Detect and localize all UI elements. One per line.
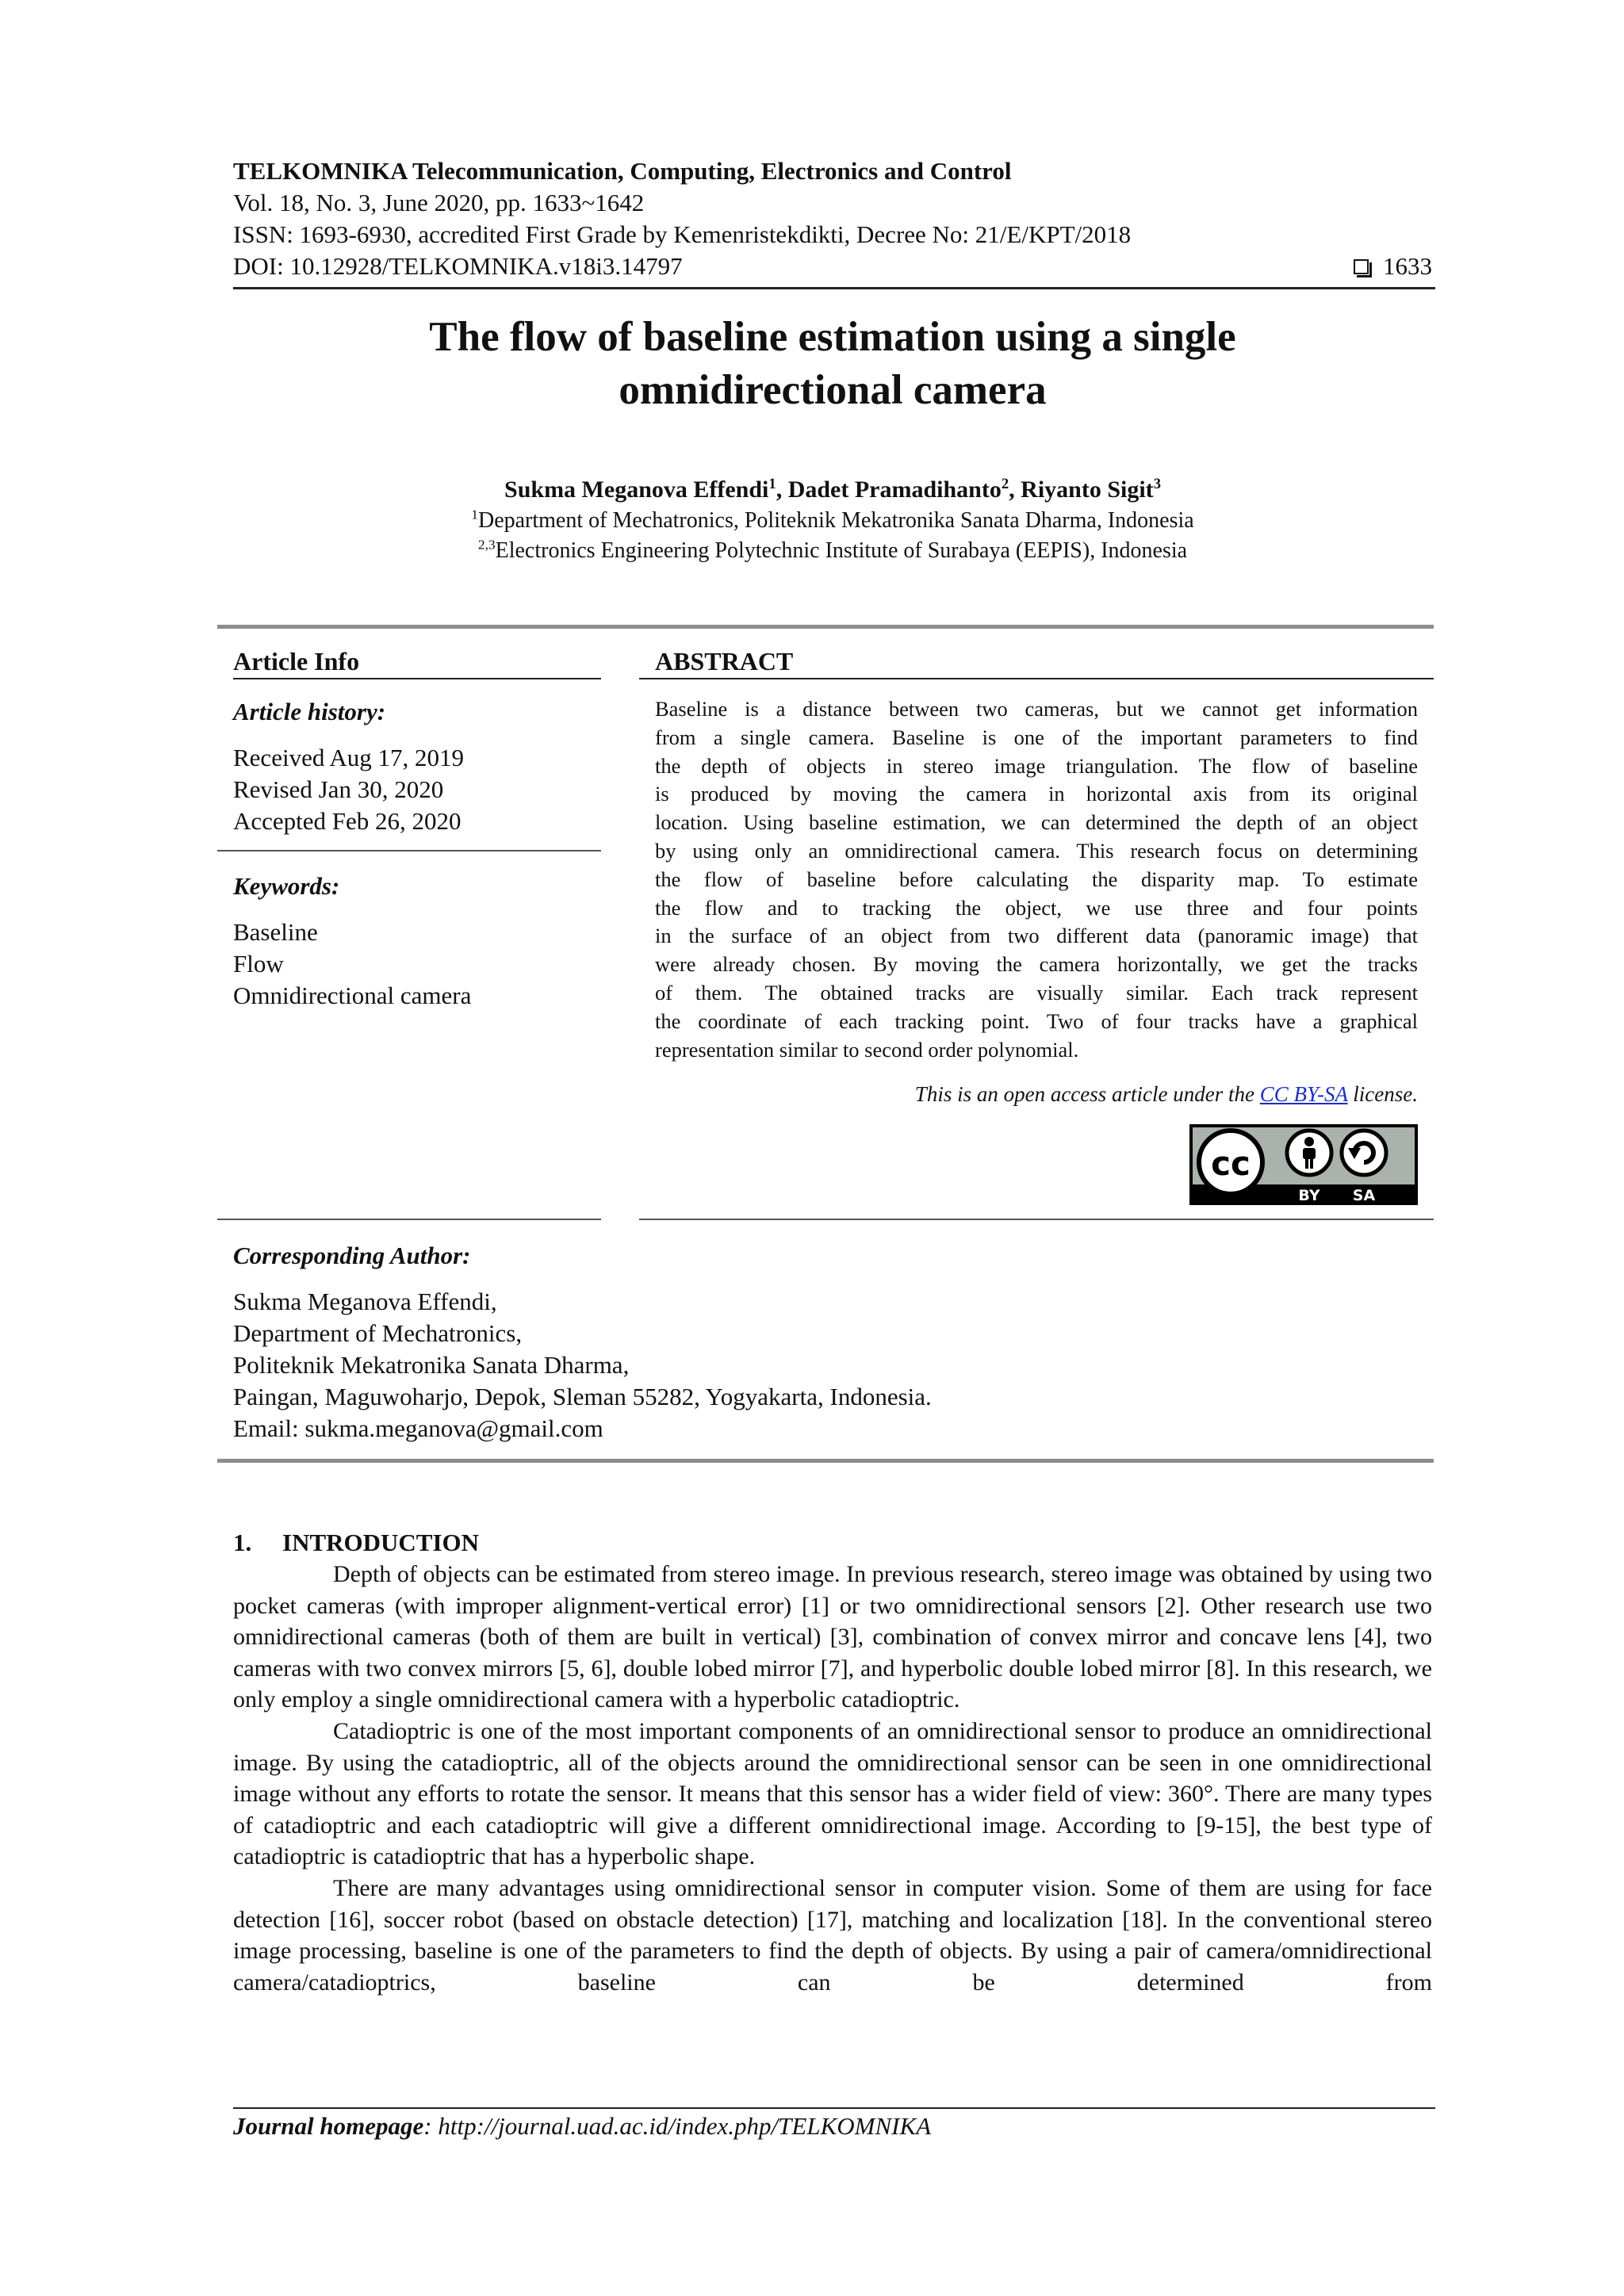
abstract-line: by using only an omnidirectional camera. This research focus on determining bbox=[655, 838, 1418, 863]
affiliation-2 bbox=[233, 536, 1432, 566]
cc-text: cc bbox=[1211, 1144, 1251, 1183]
footer-label: Journal homepage bbox=[233, 2112, 424, 2140]
abstract-line: of them. The obtained tracks are visually similar. Each track represent bbox=[655, 980, 1418, 1004]
keyword-item: Baseline bbox=[233, 918, 318, 946]
abstract-line: representation similar to second order polynomial. bbox=[655, 1037, 1079, 1062]
author-name: Sukma Meganova Effendi bbox=[504, 476, 769, 503]
abstract-bottom-rule bbox=[639, 1219, 1434, 1220]
keywords-heading: Keywords: bbox=[233, 872, 340, 900]
journal-footer bbox=[233, 2112, 931, 2141]
issn-line: ISSN: 1693-6930, accredited First Grade by Kemenristekdikti, Decree No: 21/E/KPT/2018 bbox=[233, 220, 1132, 248]
revised-date: Revised Jan 30, 2020 bbox=[233, 775, 444, 803]
abstract-line: the coordinate of each tracking point. Two of four tracks have a graphical bbox=[655, 1008, 1418, 1033]
journal-header bbox=[233, 155, 1432, 282]
abstract-line: the flow and to tracking the object, we use three and four points bbox=[655, 895, 1418, 920]
info-box-bottom-rule bbox=[217, 1459, 1434, 1463]
page-number: 1633 bbox=[1383, 252, 1432, 280]
badge-sa-label: SA bbox=[1352, 1187, 1376, 1204]
affiliation-text: Department of Mechatronics, Politeknik Mekatronika Sanata Dharma, Indonesia bbox=[477, 508, 1194, 533]
footer-colon: : bbox=[423, 2112, 439, 2140]
author-sup: 3 bbox=[1153, 476, 1161, 492]
correspondent-email: Email: sukma.meganova@gmail.com bbox=[233, 1414, 603, 1442]
author-separator: , bbox=[1009, 476, 1021, 503]
share-alike-icon bbox=[1342, 1131, 1386, 1175]
author-sup: 2 bbox=[1001, 476, 1009, 492]
correspondent-address: Paingan, Maguwoharjo, Depok, Sleman 55282, Yogyakarta, Indonesia. bbox=[233, 1383, 932, 1410]
intro-paragraph-3: There are many advantages using omnidirectional sensor in computer vision. Some of them are using for face detection [16], soccer robot (based on obstacle detection) [17], matching and localization [18]. In the conventional stereo image processing, baseline is one of the parameters to find the depth of objects. By using a pair of camera/omnidirectional camera/catadioptrics, baseline can be determined from bbox=[233, 1874, 1432, 1996]
accepted-date: Accepted Feb 26, 2020 bbox=[233, 807, 462, 835]
corresponding-author-details bbox=[233, 1286, 932, 1445]
page-number-box bbox=[1354, 251, 1432, 282]
intro-paragraph-2: Catadioptric is one of the most important components of an omnidirectional sensor to produce an omnidirectional image. By using the catadioptric, all of the objects around the omnidirectional sensor can be seen in one omnidirectional image without any efforts to rotate the sensor. It means that this sensor has a wider field of view: 360°. There are many types of catadioptric and each catadioptric will give a different omnidirectional image. According to [9-15], the best type of catadioptric is catadioptric that has a hyperbolic shape. bbox=[233, 1717, 1432, 1870]
correspondent-name: Sukma Meganova Effendi, bbox=[233, 1288, 497, 1315]
abstract-heading: ABSTRACT bbox=[655, 647, 794, 675]
author-name: Dadet Pramadihanto bbox=[787, 476, 1002, 503]
license-prefix: This is an open access article under the bbox=[914, 1082, 1260, 1106]
affiliation-sup: 1 bbox=[471, 507, 478, 522]
article-info-bottom-rule bbox=[217, 1219, 601, 1220]
affiliation-text: Electronics Engineering Polytechnic Institute of Surabaya (EEPIS), Indonesia bbox=[495, 538, 1188, 563]
volume-line: Vol. 18, No. 3, June 2020, pp. 1633~1642 bbox=[233, 189, 645, 216]
square-bullet-icon bbox=[1354, 259, 1369, 274]
article-history-heading: Article history: bbox=[233, 698, 386, 725]
abstract-line: in the surface of an object from two different data (panoramic image) that bbox=[655, 924, 1418, 948]
cc-by-sa-link[interactable]: CC BY-SA bbox=[1259, 1082, 1348, 1106]
journal-homepage-url[interactable]: http://journal.uad.ac.id/index.php/TELKOMNIKA bbox=[438, 2112, 932, 2140]
author-name: Riyanto Sigit bbox=[1021, 476, 1154, 503]
doi-line: DOI: 10.12928/TELKOMNIKA.v18i3.14797 bbox=[233, 252, 683, 280]
title-line-2: omnidirectional camera bbox=[619, 367, 1047, 413]
author-list bbox=[233, 474, 1432, 506]
article-info-rule bbox=[233, 678, 601, 679]
header-rule bbox=[233, 287, 1435, 289]
correspondent-institution: Politeknik Mekatronika Sanata Dharma, bbox=[233, 1351, 630, 1379]
license-statement bbox=[655, 1080, 1418, 1108]
paper-title bbox=[233, 311, 1432, 417]
introduction-body bbox=[233, 1559, 1432, 1998]
journal-name: TELKOMNIKA Telecommunication, Computing, Electronics and Control bbox=[233, 157, 1012, 185]
doi-row bbox=[233, 251, 1432, 282]
author-separator: , bbox=[776, 476, 788, 503]
cc-by-sa-badge-graphic bbox=[1189, 1124, 1418, 1205]
author-sup: 1 bbox=[768, 476, 776, 492]
license-suffix: license. bbox=[1347, 1082, 1418, 1106]
corresponding-author-heading: Corresponding Author: bbox=[233, 1242, 471, 1269]
abstract-line: from a single camera. Baseline is one of the important parameters to find bbox=[655, 725, 1418, 749]
keyword-list bbox=[233, 916, 471, 1012]
intro-paragraph-1: Depth of objects can be estimated from stereo image. In previous research, stereo image was obtained by using two pocket cameras (with improper alignment-vertical error) [1] or two omnidirectional sensors [2]. Other research use two omnidirectional cameras (both of them are built in vertical) [3], combination of convex mirror and concave lens [4], two cameras with two convex mirrors [5, 6], double lobed mirror [7], and hyperbolic double lobed mirror [8]. In this research, we only employ a single omnidirectional camera with a hyperbolic catadioptric. bbox=[233, 1561, 1432, 1713]
keyword-item: Flow bbox=[233, 950, 284, 978]
by-person-icon bbox=[1287, 1131, 1331, 1175]
keyword-item: Omnidirectional camera bbox=[233, 982, 472, 1009]
received-date: Received Aug 17, 2019 bbox=[233, 744, 465, 771]
footer-rule bbox=[233, 2107, 1435, 2109]
affiliation-sup: 2,3 bbox=[477, 537, 496, 553]
abstract-rule bbox=[639, 678, 1434, 679]
abstract-line: Baseline is a distance between two cameras, but we cannot get information bbox=[655, 697, 1418, 721]
info-box-top-rule bbox=[217, 625, 1434, 629]
article-history bbox=[233, 742, 464, 837]
abstract-line: is produced by moving the camera in horizontal axis from its original bbox=[655, 782, 1418, 806]
abstract-line: were already chosen. By moving the camera horizontally, we get the tracks bbox=[655, 952, 1418, 977]
abstract-body bbox=[655, 695, 1418, 1064]
article-info-heading: Article Info bbox=[233, 647, 360, 675]
abstract-line: the depth of objects in stereo image triangulation. The flow of baseline bbox=[655, 753, 1418, 778]
cc-by-sa-badge[interactable] bbox=[1189, 1124, 1418, 1205]
correspondent-department: Department of Mechatronics, bbox=[233, 1319, 523, 1347]
abstract-line: location. Using baseline estimation, we can determined the depth of an object bbox=[655, 810, 1418, 835]
affiliation-1 bbox=[233, 506, 1432, 536]
introduction-heading: 1. INTRODUCTION bbox=[233, 1529, 480, 1556]
title-line-1: The flow of baseline estimation using a single bbox=[429, 314, 1236, 360]
abstract-line: the flow of baseline before calculating the disparity map. To estimate bbox=[655, 867, 1418, 891]
badge-by-label: BY bbox=[1298, 1187, 1320, 1204]
cc-logo-icon bbox=[1199, 1131, 1262, 1194]
keywords-rule bbox=[217, 850, 601, 851]
